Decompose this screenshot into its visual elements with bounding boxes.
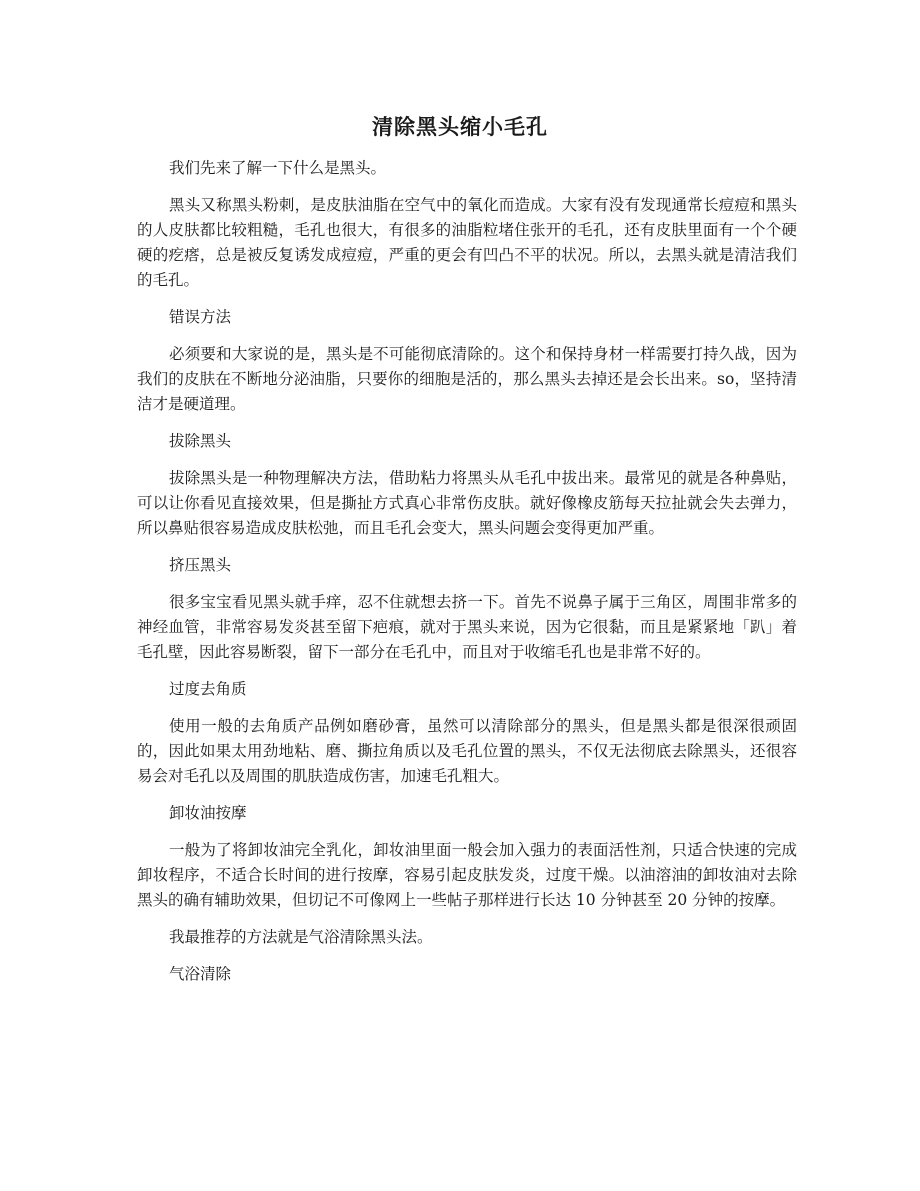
section-heading-pull-out: 拔除黑头 [169,432,232,450]
cleansing-oil-paragraph: 一般为了将卸妆油完全乳化，卸妆油里面一般会加入强力的表面活性剂，只适合快速的完成卸妆程序，不适合长时间的进行按摩，容易引起皮肤发炎，过度干燥。以油溶油的卸妆油对去除黑头的确有辅助效果，但切记不可像网上一些帖子那样进行长达 10 分钟甚至 20 分钟的按摩。 [137,841,797,909]
section-heading-cleansing-oil: 卸妆油按摩 [169,804,247,822]
blackhead-definition-paragraph: 黑头又称黑头粉刺，是皮肤油脂在空气中的氧化而造成。大家有没有发现通常长痘痘和黑头的人皮肤都比较粗糙，毛孔也很大，有很多的油脂粒堵住张开的毛孔，还有皮肤里面有一个个硬硬的疙瘩，总是被反复诱发成痘痘，严重的更会有凹凸不平的状况。所以，去黑头就是清洁我们的毛孔。 [137,196,797,289]
recommendation-paragraph: 我最推荐的方法就是气浴清除黑头法。 [169,928,433,946]
wrong-methods-paragraph: 必须要和大家说的是，黑头是不可能彻底清除的。这个和保持身材一样需要打持久战，因为我们的皮肤在不断地分泌油脂，只要你的细胞是活的，那么黑头去掉还是会长出来。so，坚持清洁才是硬道理。 [137,345,797,413]
section-heading-exfoliation: 过度去角质 [169,680,247,698]
document-body [137,148,797,987]
exfoliation-paragraph: 使用一般的去角质产品例如磨砂膏，虽然可以清除部分的黑头，但是黑头都是很深很顽固的，因此如果太用劲地粘、磨、撕拉角质以及毛孔位置的黑头，不仅无法彻底去除黑头，还很容易会对毛孔以及周围的肌肤造成伤害，加速毛孔粗大。 [137,717,797,785]
section-heading-steam-bath: 气浴清除 [169,965,232,983]
section-heading-wrong-methods: 错误方法 [169,308,232,326]
document-title: 清除黑头缩小毛孔 [372,114,548,139]
intro-paragraph: 我们先来了解一下什么是黑头。 [169,159,387,177]
section-heading-squeeze: 挤压黑头 [169,556,232,574]
squeeze-paragraph: 很多宝宝看见黑头就手痒，忍不住就想去挤一下。首先不说鼻子属于三角区，周围非常多的神经血管，非常容易发炎甚至留下疤痕，就对于黑头来说，因为它很黏，而且是紧紧地「趴」着毛孔壁，因此容易断裂，留下一部分在毛孔中，而且对于收缩毛孔也是非常不好的。 [137,593,797,661]
pull-out-paragraph: 拔除黑头是一种物理解决方法，借助粘力将黑头从毛孔中拔出来。最常见的就是各种鼻贴，可以让你看见直接效果，但是撕扯方式真心非常伤皮肤。就好像橡皮筋每天拉扯就会失去弹力，所以鼻贴很容易造成皮肤松弛，而且毛孔会变大，黑头问题会变得更加严重。 [137,469,797,537]
